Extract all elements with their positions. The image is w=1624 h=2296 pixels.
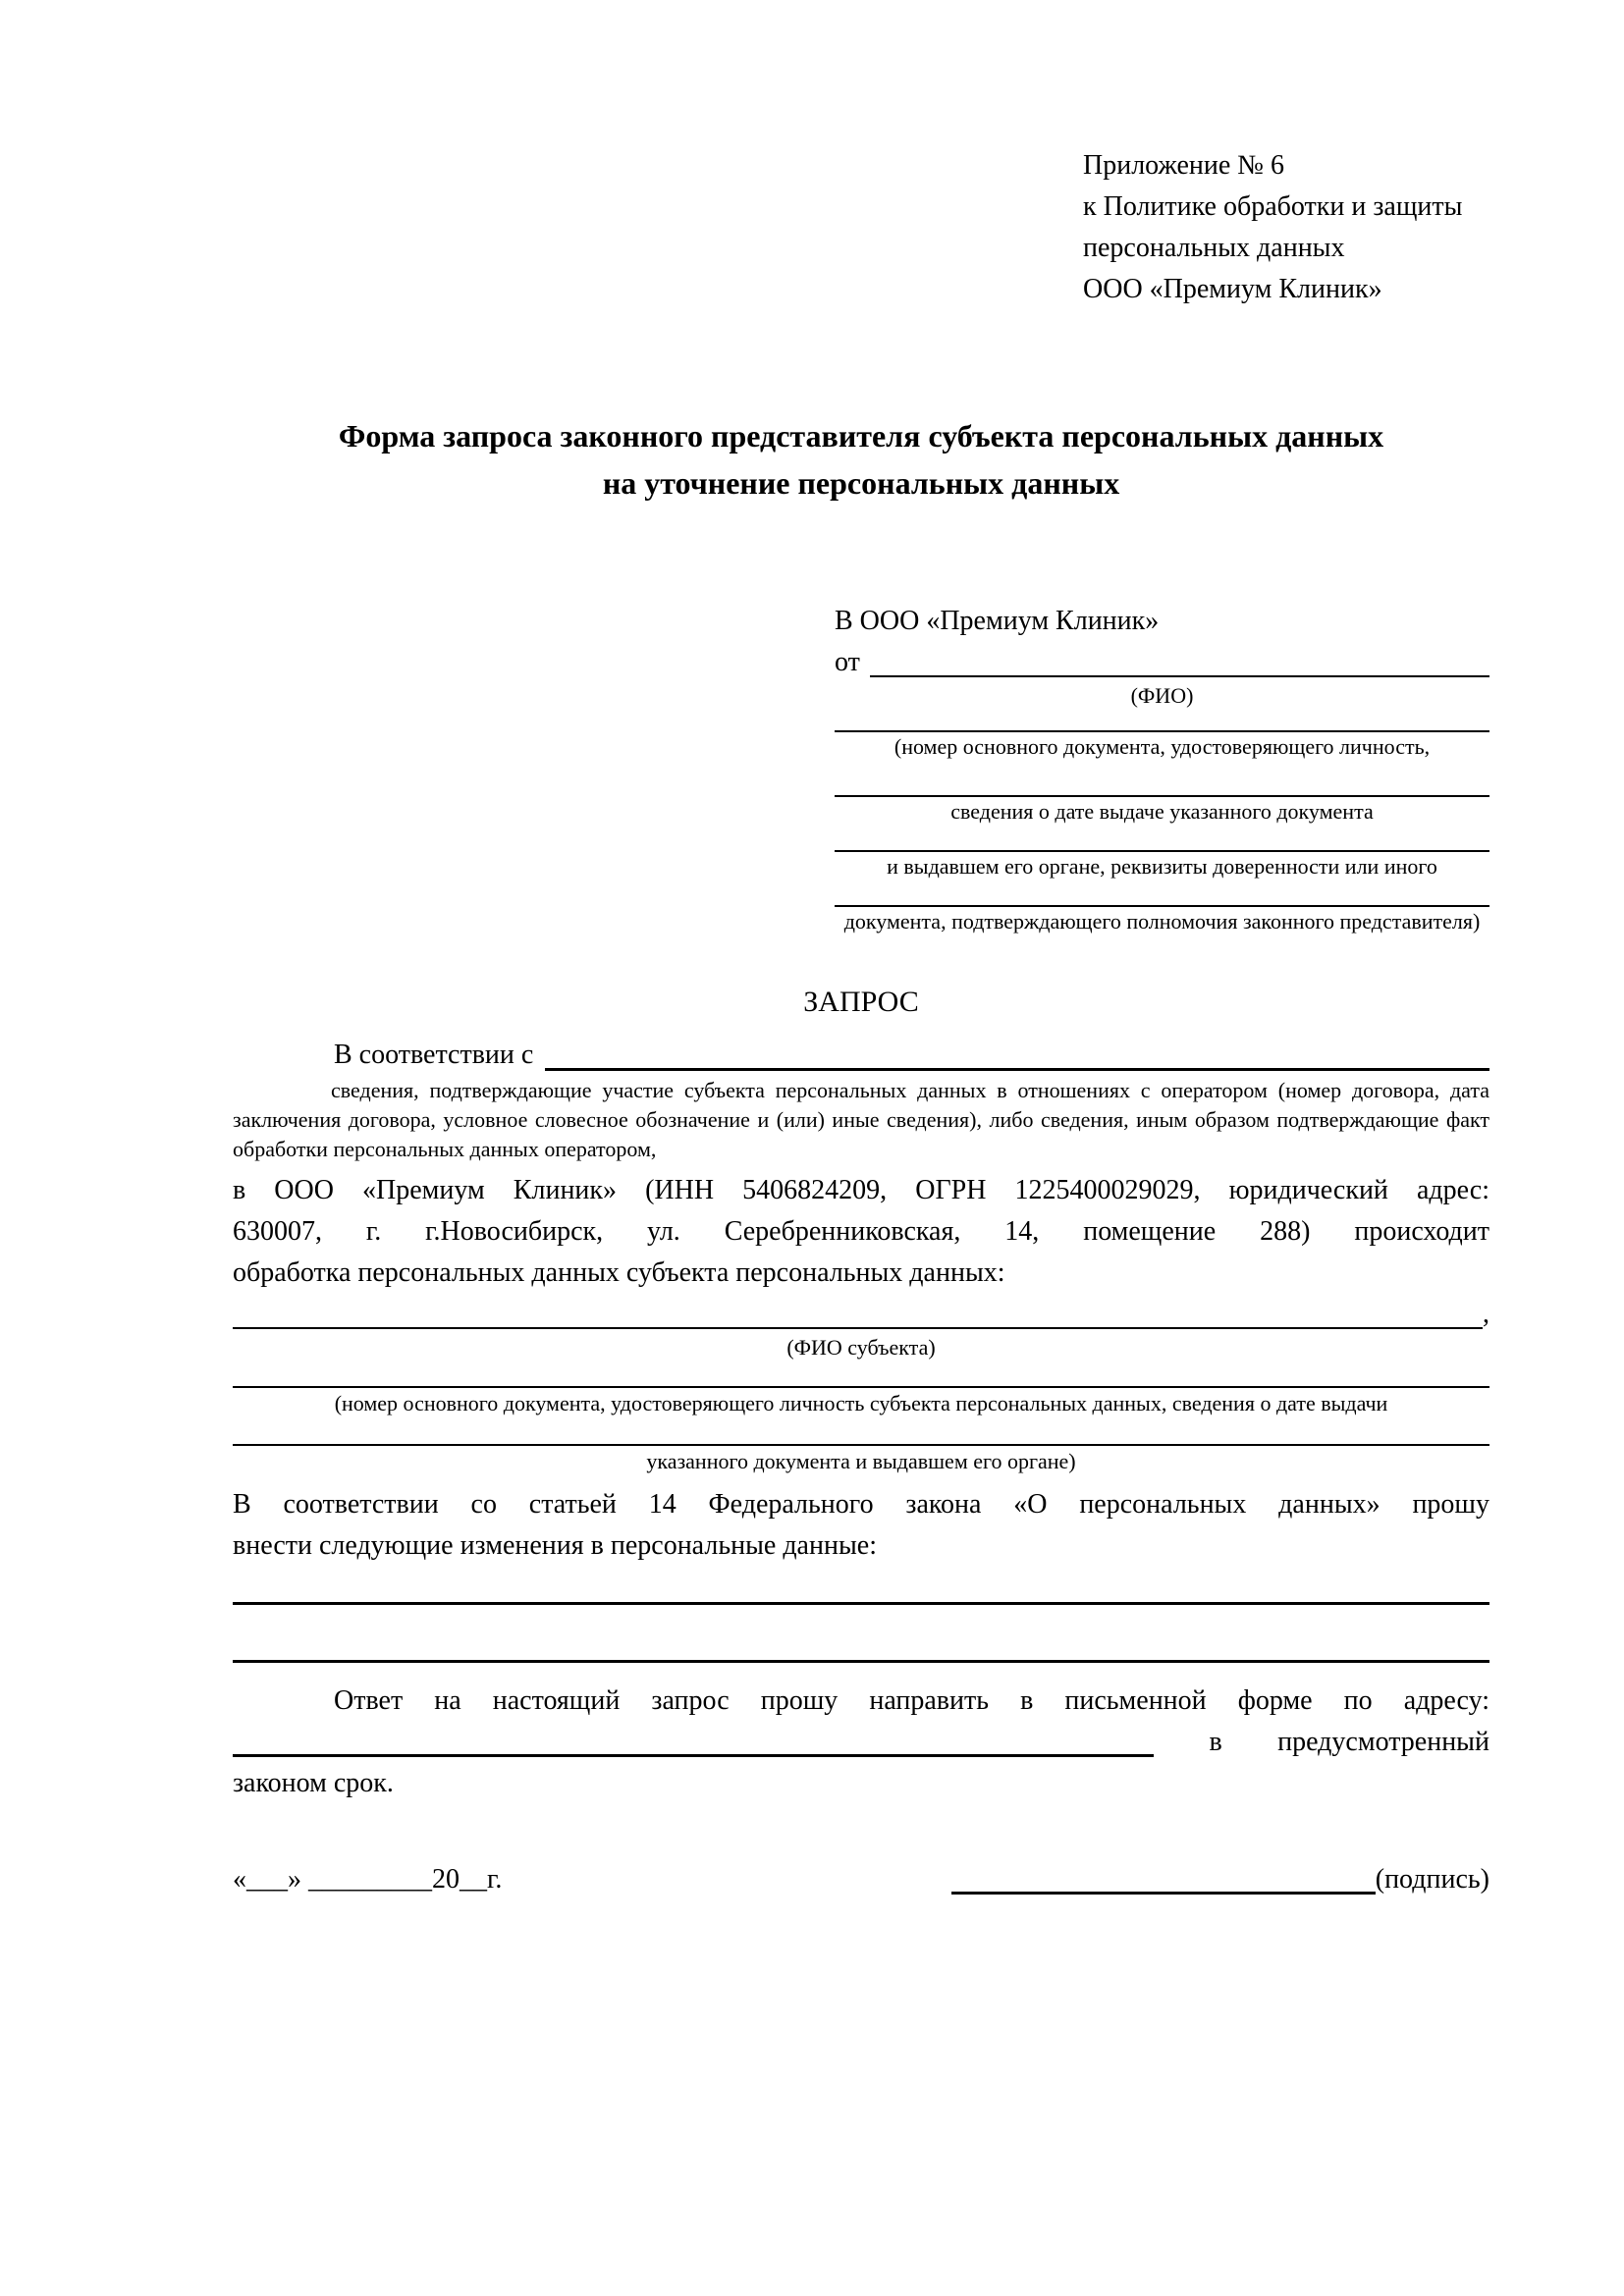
appendix-note xyxy=(1083,145,1489,310)
field-caption: документа, подтверждающего полномочия законного представителя) xyxy=(843,909,1481,934)
document-title-line: на уточнение персональных данных xyxy=(602,465,1120,501)
operator-paragraph xyxy=(233,1170,1489,1294)
signature-field xyxy=(951,1859,1489,1900)
appendix-note-line: к Политике обработки и защиты xyxy=(1083,191,1463,222)
fio-field-line xyxy=(870,675,1489,677)
footnote-line: заключения договора, условное словесное обозначение и (или) иные сведения), либо сведения, иным образом подтверждающие факт xyxy=(233,1107,1489,1132)
subject-fio-row xyxy=(233,1294,1489,1335)
document-content xyxy=(233,145,1489,1900)
operator-paragraph-line: в ООО «Премиум Клиник» (ИНН 5406824209, ОГРН 1225400029029, юридический адрес: xyxy=(233,1175,1489,1205)
field-line xyxy=(233,1444,1489,1446)
accordance-label: В соответствии с xyxy=(334,1040,534,1070)
response-word-provided: предусмотренный xyxy=(1277,1727,1489,1757)
operator-paragraph-line: обработка персональных данных субъекта персональных данных: xyxy=(233,1257,1005,1288)
operator-paragraph-line: 630007, г. г.Новосибирск, ул. Серебренниковская, 14, помещение 288) происходит xyxy=(233,1216,1489,1247)
field-caption: (номер основного документа, удостоверяющего личность, xyxy=(893,734,1431,759)
appendix-note-line: Приложение № 6 xyxy=(1083,150,1284,181)
field-caption: указанного документа и выдавшем его органе) xyxy=(646,1449,1076,1473)
addressee-from-row xyxy=(835,642,1489,683)
subject-fio-field-line xyxy=(233,1327,1483,1329)
subject-doc-field xyxy=(233,1444,1489,1474)
field-line xyxy=(835,730,1489,732)
request-heading: ЗАПРОС xyxy=(803,986,919,1018)
response-paragraph-line: законом срок. xyxy=(233,1768,394,1798)
footnote-line: сведения, подтверждающие участие субъекта персональных данных в отношениях с оператором (номер договора, дата xyxy=(331,1078,1489,1102)
date-field: «___» _________20__г. xyxy=(233,1864,503,1895)
field-caption: сведения о дате выдаче указанного документа xyxy=(950,799,1374,824)
signature-row xyxy=(233,1859,1489,1900)
document-title xyxy=(233,412,1489,507)
response-paragraph-line: Ответ на настоящий запрос прошу направить в письменной форме по адресу: xyxy=(334,1685,1489,1716)
subject-fio-caption: (ФИО субъекта) xyxy=(786,1335,936,1360)
appendix-note-line: ООО «Премиум Клиник» xyxy=(1083,274,1382,304)
accordance-field-line xyxy=(545,1068,1489,1071)
field-line xyxy=(233,1386,1489,1388)
field-line xyxy=(835,905,1489,907)
article-paragraph-line: внести следующие изменения в персональные данные: xyxy=(233,1530,877,1561)
field-caption: и выдавшем его органе, реквизиты доверенности или иного xyxy=(887,854,1437,879)
representative-doc-field xyxy=(835,730,1489,760)
changes-field-line xyxy=(233,1605,1489,1663)
field-caption: (номер основного документа, удостоверяющего личность субъекта персональных данных, сведения о дате выдачи xyxy=(334,1391,1388,1415)
response-word-in: в xyxy=(1209,1727,1222,1757)
appendix-note-line: персональных данных xyxy=(1083,233,1345,263)
subject-fio-comma: , xyxy=(1483,1299,1489,1329)
addressee-from-label: от xyxy=(835,647,860,677)
field-line xyxy=(835,850,1489,852)
article-paragraph xyxy=(233,1484,1489,1567)
article-paragraph-line: В соответствии со статьей 14 Федерального закона «О персональных данных» прошу xyxy=(233,1489,1489,1520)
accordance-row xyxy=(233,1035,1489,1076)
signature-caption: (подпись) xyxy=(1375,1864,1489,1895)
document-title-line: Форма запроса законного представителя субъекта персональных данных xyxy=(338,418,1384,454)
response-address-row xyxy=(233,1722,1489,1763)
representative-doc-field xyxy=(835,905,1489,934)
fio-caption: (ФИО) xyxy=(1130,683,1194,708)
representative-doc-field xyxy=(835,850,1489,880)
changes-field-line xyxy=(233,1567,1489,1605)
representative-doc-field xyxy=(835,795,1489,825)
addressee-block xyxy=(835,601,1489,934)
footnote-line: обработки персональных данных оператором, xyxy=(233,1137,657,1161)
addressee-to: В ООО «Премиум Клиник» xyxy=(835,606,1160,636)
signature-field-line xyxy=(951,1892,1376,1895)
subject-doc-field xyxy=(233,1386,1489,1416)
accordance-footnote xyxy=(233,1076,1489,1164)
field-line xyxy=(835,795,1489,797)
response-address-field-line xyxy=(233,1754,1154,1757)
